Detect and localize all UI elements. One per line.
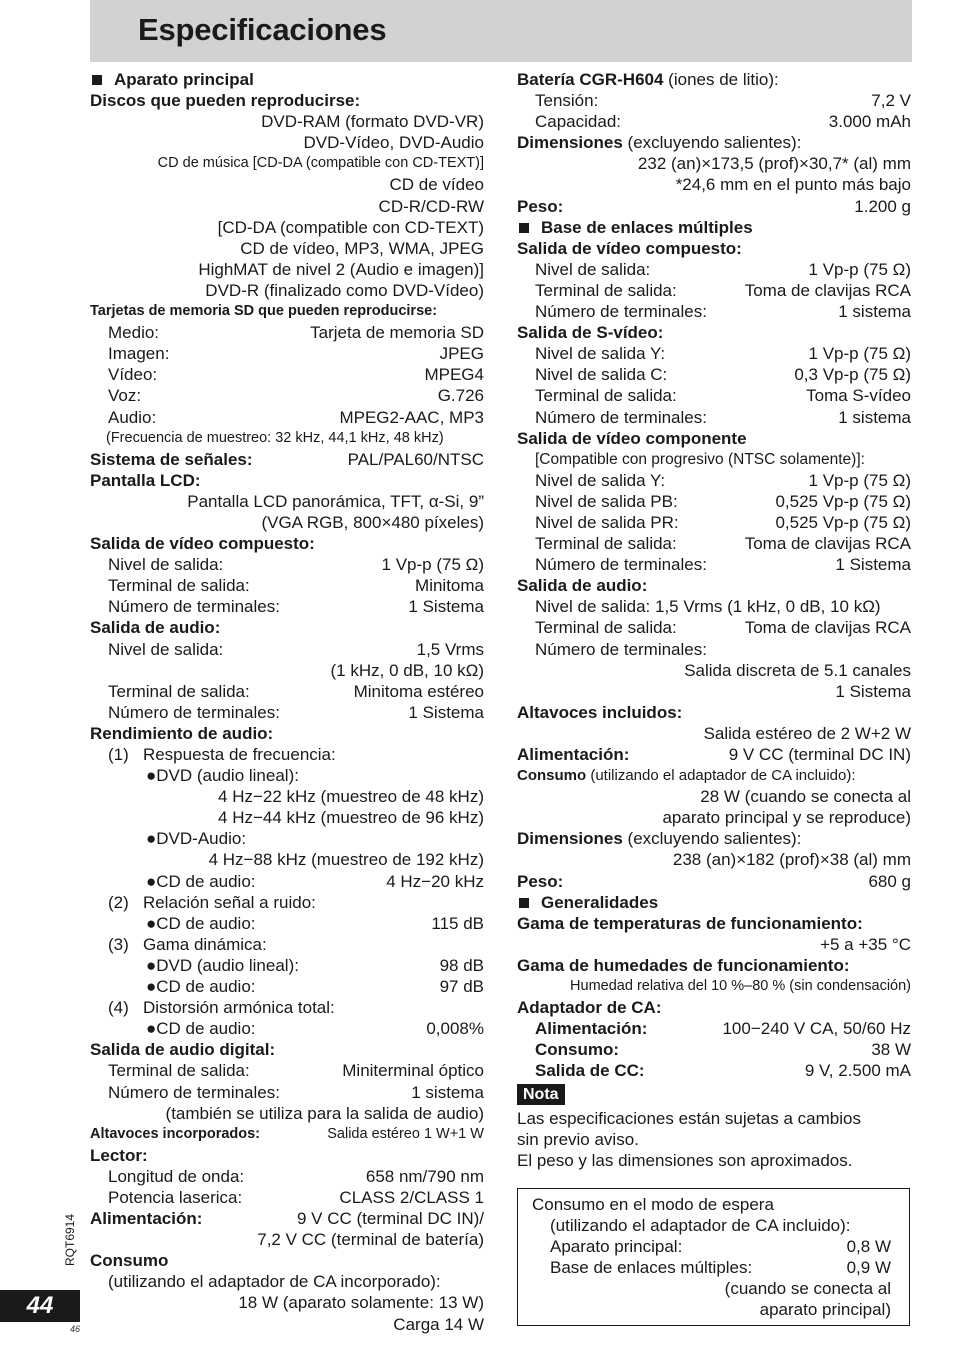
spec-row: Terminal de salida: Miniterminal óptico	[108, 1061, 484, 1081]
box-row: Aparato principal: 0,8 W	[550, 1237, 891, 1257]
spec-row: Terminal de salida: Toma de clavijas RCA	[535, 618, 911, 638]
box-text: (cuando se conecta al	[724, 1279, 891, 1299]
spec-label: Salida de vídeo compuesto:	[517, 238, 742, 258]
spec-value: 4 Hz−88 kHz (muestreo de 192 kHz)	[208, 850, 484, 870]
square-bullet-icon	[92, 75, 102, 85]
spec-row: Peso: 680 g	[517, 871, 911, 891]
spec-label: Pantalla LCD:	[90, 470, 201, 490]
spec-row: ●CD de audio: 4 Hz−20 kHz	[146, 871, 484, 891]
spec-row: Peso: 1.200 g	[517, 196, 911, 216]
spec-value: Carga 14 W	[393, 1314, 484, 1334]
note-text: sin previo aviso.	[517, 1129, 639, 1149]
spec-value: 4 Hz−44 kHz (muestreo de 96 kHz)	[218, 808, 484, 828]
spec-row: Nivel de salida PB: 0,525 Vp-p (75 Ω)	[535, 491, 911, 511]
spec-row: Nivel de salida: 1 Vp-p (75 Ω)	[108, 555, 484, 575]
spec-row: Número de terminales: 1 sistema	[108, 1082, 484, 1102]
note-text: Las especificaciones están sujetas a cambios	[517, 1108, 861, 1128]
page-number: 44	[0, 1290, 80, 1322]
box-text: Consumo en el modo de espera	[532, 1195, 774, 1214]
spec-row: Terminal de salida: Minitoma estéreo	[108, 681, 484, 701]
right-column	[517, 69, 911, 1171]
spec-label: Salida de audio:	[517, 576, 648, 596]
spec-value: DVD-RAM (formato DVD-VR)	[261, 112, 484, 132]
spec-row: Terminal de salida: Toma de clavijas RCA	[535, 534, 911, 554]
spec-value: [CD-DA (compatible con CD-TEXT)	[217, 217, 484, 237]
spec-row: Alimentación: 100−240 V CA, 50/60 Hz	[535, 1019, 911, 1039]
spec-row: Audio: MPEG2-AAC, MP3	[108, 407, 484, 427]
spec-value: +5 a +35 °C	[820, 934, 911, 954]
spec-value: Humedad relativa del 10 %–80 % (sin condensación)	[570, 978, 911, 995]
spec-row: ●CD de audio: 115 dB	[146, 913, 484, 933]
spec-row: Número de terminales: 1 Sistema	[108, 597, 484, 617]
spec-value: CD de vídeo	[389, 175, 484, 195]
bullet-icon: ●	[146, 977, 157, 997]
spec-label: Tarjetas de memoria SD que pueden reproducirse:	[90, 303, 438, 320]
spec-label: Dimensiones (excluyendo salientes):	[517, 829, 802, 849]
spec-row: Alimentación: 9 V CC (terminal DC IN)/	[90, 1209, 484, 1229]
spec-value: (VGA RGB, 800×480 píxeles)	[261, 512, 484, 532]
square-bullet-icon	[519, 223, 529, 233]
spec-row: Nivel de salida C: 0,3 Vp-p (75 Ω)	[535, 365, 911, 385]
spec-note: (Frecuencia de muestreo: 32 kHz, 44,1 kHz, 48 kHz)	[106, 429, 444, 446]
spec-label: Gama de temperaturas de funcionamiento:	[517, 913, 863, 933]
spec-row: Capacidad: 3.000 mAh	[535, 112, 911, 132]
spec-bullet: ●DVD-Audio:	[146, 829, 247, 849]
page-header	[90, 0, 912, 62]
spec-row: Número de terminales: 1 Sistema	[108, 702, 484, 722]
spec-subheading: (2) Relación señal a ruido:	[108, 892, 316, 912]
spec-label: Lector:	[90, 1145, 148, 1165]
spec-row: Terminal de salida: Minitoma	[108, 576, 484, 596]
spec-label: Dimensiones (excluyendo salientes):	[517, 133, 802, 153]
spec-label: Gama de humedades de funcionamiento:	[517, 955, 850, 975]
spec-row: Longitud de onda: 658 nm/790 nm	[108, 1166, 484, 1186]
spec-row: Salida de CC: 9 V, 2.500 mA	[535, 1061, 911, 1081]
spec-value: Nivel de salida: 1,5 Vrms (1 kHz, 0 dB, 10 kΩ)	[535, 597, 881, 617]
bullet-icon: ●	[146, 913, 157, 933]
box-row: Base de enlaces múltiples: 0,9 W	[550, 1258, 891, 1278]
spec-value: CD de música [CD-DA (compatible con CD-TEXT)]	[157, 155, 484, 172]
page-number-small: 46	[70, 1324, 81, 1334]
spec-label: Salida de vídeo compuesto:	[90, 534, 315, 554]
spec-bullet: ●DVD (audio lineal):	[146, 766, 299, 786]
section-heading: Aparato principal	[90, 69, 484, 90]
spec-value: 1 Sistema	[835, 681, 911, 701]
spec-label: Batería CGR-H604 (iones de litio):	[517, 70, 779, 89]
spec-label: Consumo	[90, 1251, 169, 1271]
spec-value: 28 W (cuando se conecta al	[700, 787, 911, 807]
spec-row: Sistema de señales: PAL/PAL60/NTSC	[90, 449, 484, 469]
standby-consumption-box	[517, 1188, 910, 1326]
spec-value: CD-R/CD-RW	[378, 196, 484, 216]
spec-row: Nivel de salida Y: 1 Vp-p (75 Ω)	[535, 470, 911, 490]
bullet-icon: ●	[146, 955, 157, 975]
document-code: RQT6914	[63, 1213, 77, 1267]
box-text: aparato principal)	[759, 1300, 891, 1320]
spec-row: Imagen: JPEG	[108, 344, 484, 364]
spec-value: *24,6 mm en el punto más bajo	[675, 175, 911, 195]
spec-row: Nivel de salida: 1 Vp-p (75 Ω)	[535, 259, 911, 279]
spec-row: Potencia laserica: CLASS 2/CLASS 1	[108, 1187, 484, 1207]
spec-value: HighMAT de nivel 2 (Audio e imagen)]	[198, 259, 484, 279]
spec-label: Salida de vídeo componente	[517, 428, 747, 448]
bullet-icon: ●	[146, 1019, 157, 1039]
spec-row: ●CD de audio: 0,008%	[146, 1019, 484, 1039]
spec-label: Salida de audio digital:	[90, 1040, 276, 1060]
spec-label: Adaptador de CA:	[517, 998, 662, 1018]
spec-value: Salida estéreo de 2 W+2 W	[703, 723, 911, 743]
spec-label: Consumo (utilizando el adaptador de CA incluido):	[517, 767, 856, 785]
bullet-icon: ●	[146, 766, 157, 786]
spec-subheading: (1) Respuesta de frecuencia:	[108, 745, 336, 764]
bullet-icon: ●	[146, 829, 157, 849]
spec-label: Discos que pueden reproducirse:	[90, 91, 361, 111]
spec-row: Terminal de salida: Toma de clavijas RCA	[535, 280, 911, 300]
spec-value: (1 kHz, 0 dB, 10 kΩ)	[330, 660, 484, 680]
spec-value: (utilizando el adaptador de CA incorporado):	[108, 1272, 441, 1292]
spec-value: Pantalla LCD panorámica, TFT, α-Si, 9”	[187, 491, 484, 511]
spec-value: 18 W (aparato solamente: 13 W)	[238, 1293, 484, 1313]
spec-note: [Compatible con progresivo (NTSC solamente)]:	[535, 450, 865, 468]
spec-value: DVD-Vídeo, DVD-Audio	[303, 133, 484, 153]
spec-row: Medio: Tarjeta de memoria SD	[108, 323, 484, 343]
section-heading: Base de enlaces múltiples	[517, 217, 911, 238]
box-text: (utilizando el adaptador de CA incluido):	[550, 1216, 851, 1236]
spec-row: Alimentación: 9 V CC (terminal DC IN)	[517, 745, 911, 764]
spec-row: Altavoces incorporados: Salida estéreo 1 W+1 W	[90, 1125, 484, 1142]
note-text: El peso y las dimensiones son aproximados.	[517, 1150, 853, 1170]
spec-value: aparato principal y se reproduce)	[662, 808, 911, 828]
spec-row: Consumo: 38 W	[535, 1040, 911, 1060]
spec-value: 232 (an)×173,5 (prof)×30,7* (al) mm	[637, 154, 911, 174]
spec-label: Salida de audio:	[90, 618, 221, 638]
spec-row: Tensión: 7,2 V	[535, 91, 911, 111]
spec-row: Vídeo: MPEG4	[108, 365, 484, 385]
spec-value: Salida discreta de 5.1 canales	[684, 660, 911, 680]
spec-row: Nivel de salida PR: 0,525 Vp-p (75 Ω)	[535, 512, 911, 532]
spec-label: Altavoces incluidos:	[517, 702, 683, 722]
note-badge: Nota	[517, 1084, 565, 1105]
left-column	[90, 69, 484, 1335]
spec-value: DVD-R (finalizado como DVD-Vídeo)	[205, 280, 484, 300]
spec-row: Número de terminales: 1 Sistema	[535, 555, 911, 575]
spec-value: 4 Hz−22 kHz (muestreo de 48 kHz)	[218, 787, 484, 807]
spec-value: (también se utiliza para la salida de audio)	[165, 1103, 484, 1123]
spec-value: 7,2 V CC (terminal de batería)	[257, 1230, 484, 1250]
spec-row: Número de terminales: 1 sistema	[535, 407, 911, 427]
spec-row: ●CD de audio: 97 dB	[146, 977, 484, 997]
spec-value: CD de vídeo, MP3, WMA, JPEG	[240, 238, 484, 258]
spec-row: Nivel de salida: 1,5 Vrms	[108, 639, 484, 659]
spec-row: Voz: G.726	[108, 386, 484, 406]
spec-label: Rendimiento de audio:	[90, 723, 274, 743]
spec-row: ●DVD (audio lineal): 98 dB	[146, 955, 484, 975]
square-bullet-icon	[519, 898, 529, 908]
spec-subheading: (3) Gama dinámica:	[108, 934, 267, 954]
spec-row: Número de terminales: 1 sistema	[535, 302, 911, 322]
spec-value: Número de terminales:	[535, 639, 707, 659]
bullet-icon: ●	[146, 871, 157, 891]
spec-label: Salida de S-vídeo:	[517, 323, 664, 343]
spec-value: 238 (an)×182 (prof)×38 (al) mm	[672, 850, 911, 870]
spec-row: Nivel de salida Y: 1 Vp-p (75 Ω)	[535, 344, 911, 364]
spec-row: Terminal de salida: Toma S-vídeo	[535, 386, 911, 406]
spec-subheading: (4) Distorsión armónica total:	[108, 998, 335, 1018]
section-heading: Generalidades	[517, 892, 911, 913]
page-title: Especificaciones	[138, 12, 387, 47]
